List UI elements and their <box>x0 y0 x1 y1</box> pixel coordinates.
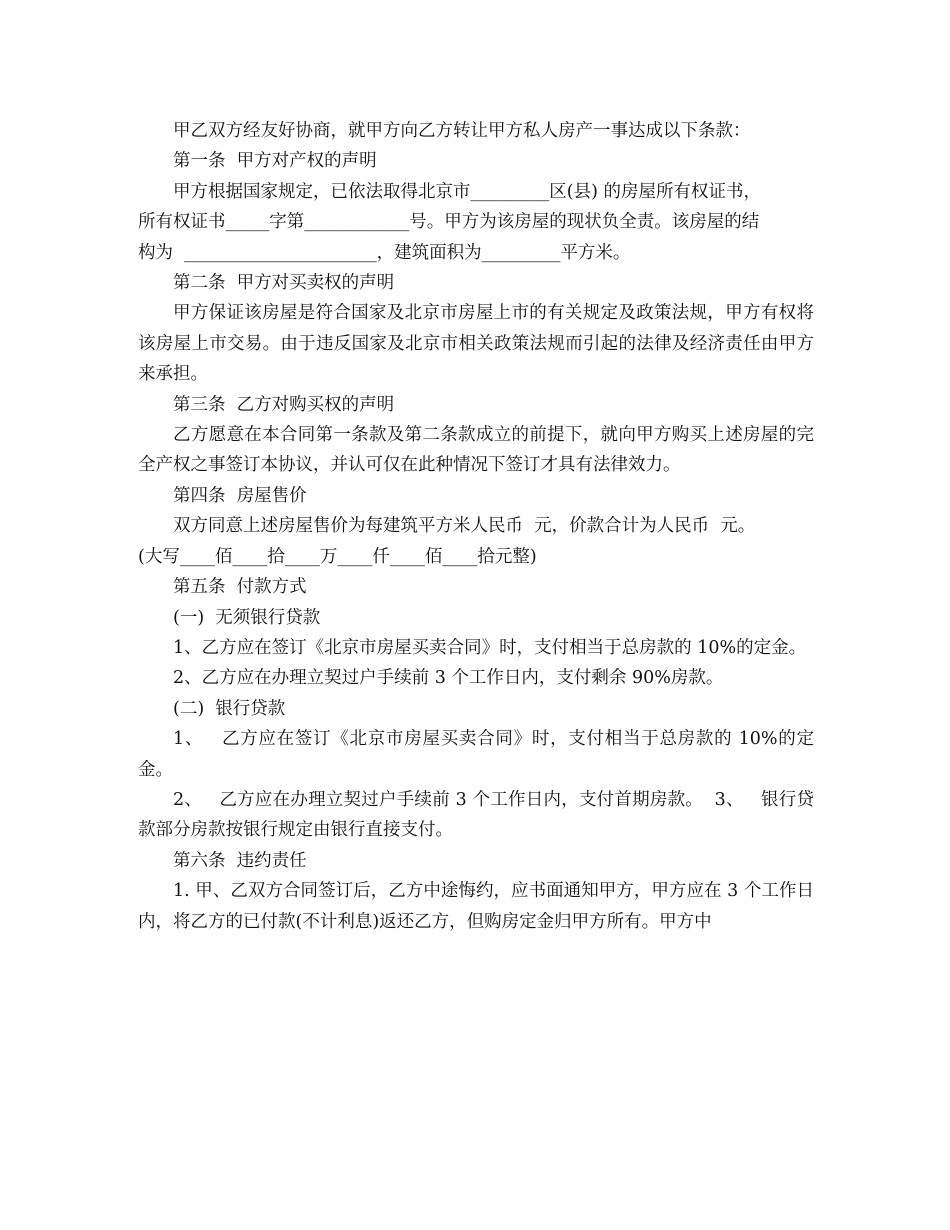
article-3-paragraph: 乙方愿意在本合同第一条款及第二条款成立的前提下，就向甲方购买上述房屋的完全产权之事签订本协议，并认可仅在此种情况下签订才具有法律效力。 <box>138 425 814 476</box>
article-3-heading: 第三条 乙方对购买权的声明 <box>173 394 395 415</box>
article-5-section-1-item-2: 2、乙方应在办理立契过户手续前 3 个工作日内，支付剩余 90%房款。 <box>173 668 724 689</box>
article-5-section-1-item-1: 1、乙方应在签订《北京市房屋买卖合同》时，支付相当于总房款的 10%的定金。 <box>173 637 807 658</box>
article-1-line-2: 所有权证书_____字第____________号。甲方为该房屋的现状负全责。该房屋的结 <box>138 212 760 233</box>
article-5-heading: 第五条 付款方式 <box>173 577 307 598</box>
article-1-line-1: 甲方根据国家规定，已依法取得北京市_________区(县) 的房屋所有权证书， <box>173 181 761 202</box>
article-5-section-1-heading: (一) 无须银行贷款 <box>173 607 321 628</box>
article-1-line-3: 构为 ______________________，建筑面积为_________平方米。 <box>138 242 631 263</box>
article-5-section-2-item-2: 2、 乙方应在办理立契过户手续前 3 个工作日内，支付首期房款。 3、 银行贷款部分房款按银行规定由银行直接支付。 <box>138 789 814 841</box>
article-1-heading: 第一条 甲方对产权的声明 <box>173 151 377 172</box>
article-6-heading: 第六条 违约责任 <box>173 850 307 871</box>
article-4-heading: 第四条 房屋售价 <box>173 485 307 506</box>
article-4-amount-in-words: (大写____佰____拾____万____仟____佰____拾元整) <box>138 546 537 567</box>
article-2-heading: 第二条 甲方对买卖权的声明 <box>173 273 395 294</box>
intro-paragraph: 甲乙双方经友好协商，就甲方向乙方转让甲方私人房产一事达成以下条款： <box>173 121 751 141</box>
article-5-section-2-item-1: 1、 乙方应在签订《北京市房屋买卖合同》时，支付相当于总房款的 10%的定金。 <box>138 729 814 780</box>
article-4-paragraph: 双方同意上述房屋售价为每建筑平方米人民币 元，价款合计为人民币 元。 <box>173 516 756 537</box>
contract-body <box>138 116 814 937</box>
article-6-item-1: 1. 甲、乙双方合同签订后，乙方中途悔约，应书面通知甲方，甲方应在 3 个工作日内，将乙方的已付款(不计利息)返还乙方，但购房定金归甲方所有。甲方中 <box>138 881 814 932</box>
article-5-section-2-heading: (二) 银行贷款 <box>173 698 286 719</box>
article-2-paragraph: 甲方保证该房屋是符合国家及北京市房屋上市的有关规定及政策法规，甲方有权将该房屋上市交易。由于违反国家及北京市相关政策法规而引起的法律及经济责任由甲方来承担。 <box>138 303 814 385</box>
